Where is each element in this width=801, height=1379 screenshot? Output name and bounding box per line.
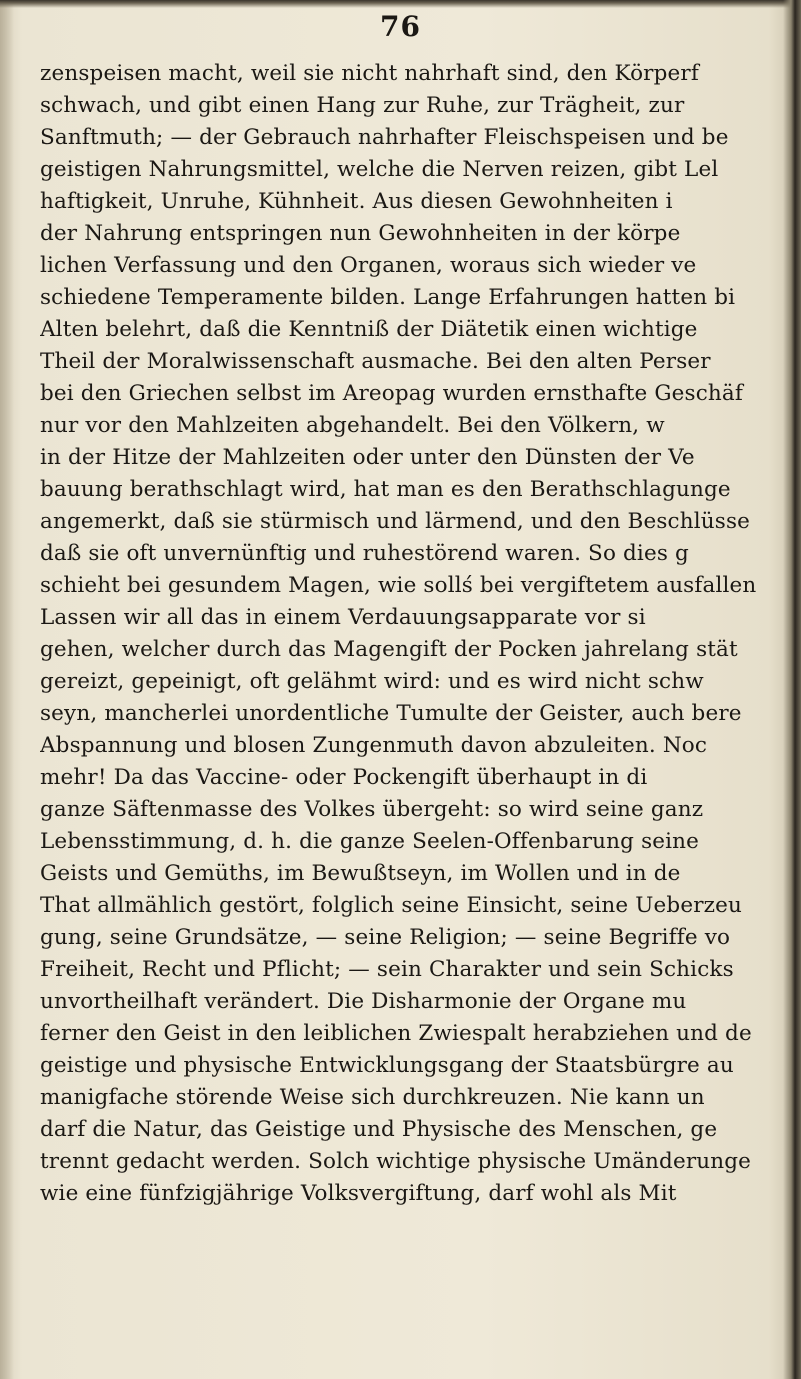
text-line: Abspannung und blosen Zungenmuth davon abzuleiten. Noc	[40, 733, 708, 758]
page-edge	[783, 0, 801, 1379]
text-line: nur vor den Mahlzeiten abgehandelt. Bei den Völkern, w	[40, 413, 665, 438]
text-line: haftigkeit, Unruhe, Kühnheit. Aus diesen Gewohnheiten i	[40, 189, 673, 214]
text-line: unvortheilhaft verändert. Die Disharmonie der Organe mu	[40, 989, 687, 1014]
text-line: schiedene Temperamente bilden. Lange Erfahrungen hatten bi	[40, 285, 736, 310]
text-line: wie eine fünfzigjährige Volksvergiftung, darf wohl als Mit	[40, 1181, 677, 1206]
text-line: geistige und physische Entwicklungsgang der Staatsbürgre au	[40, 1053, 734, 1078]
text-line: mehr! Da das Vaccine- oder Pockengift überhaupt in di	[40, 765, 648, 790]
text-line: lichen Verfassung und den Organen, woraus sich wieder ve	[40, 253, 697, 278]
text-line: Theil der Moralwissenschaft ausmache. Bei den alten Perser	[40, 349, 711, 374]
text-line: daß sie oft unvernünftig und ruhestörend waren. So dies g	[40, 541, 689, 566]
text-line: That allmählich gestört, folglich seine Einsicht, seine Ueberzeu	[40, 893, 742, 918]
text-line: Lebensstimmung, d. h. die ganze Seelen-Offenbarung seine	[40, 829, 700, 854]
text-line: in der Hitze der Mahlzeiten oder unter den Dünsten der Ve	[40, 445, 695, 470]
text-line: Freiheit, Recht und Pflicht; — sein Charakter und sein Schicks	[40, 957, 734, 982]
text-line: angemerkt, daß sie stürmisch und lärmend, und den Beschlüsse	[40, 509, 751, 534]
page-number: 76	[380, 10, 421, 43]
text-line: Lassen wir all das in einem Verdauungsapparate vor si	[40, 605, 646, 630]
text-line: darf die Natur, das Geistige und Physische des Menschen, ge	[40, 1117, 718, 1142]
text-line: bei den Griechen selbst im Areopag wurden ernsthafte Geschäf	[40, 381, 743, 406]
text-line: gehen, welcher durch das Magengift der Pocken jahrelang stät	[40, 637, 738, 662]
text-line: zenspeisen macht, weil sie nicht nahrhaft sind, den Körperf	[40, 61, 699, 86]
text-line: schwach, und gibt einen Hang zur Ruhe, zur Trägheit, zur	[40, 93, 685, 118]
text-line: bauung berathschlagt wird, hat man es den Berathschlagunge	[40, 477, 731, 502]
text-line: manigfache störende Weise sich durchkreuzen. Nie kann un	[40, 1085, 705, 1110]
top-edge	[0, 0, 801, 8]
spine-shadow	[0, 0, 14, 1379]
text-line: Alten belehrt, daß die Kenntniß der Diätetik einen wichtige	[40, 317, 698, 342]
text-line: seyn, mancherlei unordentliche Tumulte der Geister, auch bere	[40, 701, 742, 726]
text-line: Sanftmuth; — der Gebrauch nahrhafter Fleischspeisen und be	[40, 125, 729, 150]
text-line: der Nahrung entspringen nun Gewohnheiten in der körpe	[40, 221, 681, 246]
text-line: gereizt, gepeinigt, oft gelähmt wird: und es wird nicht schw	[40, 669, 704, 694]
text-line: gung, seine Grundsätze, — seine Religion; — seine Begriffe vo	[40, 925, 731, 950]
text-line: trennt gedacht werden. Solch wichtige physische Umänderunge	[40, 1149, 752, 1174]
text-line: Geists und Gemüths, im Bewußtseyn, im Wollen und in de	[40, 861, 681, 886]
text-line: schieht bei gesundem Magen, wie sollś bei vergiftetem ausfallen	[40, 573, 757, 598]
body-text	[40, 58, 780, 1210]
text-line: geistigen Nahrungsmittel, welche die Nerven reizen, gibt Lel	[40, 157, 719, 182]
text-line: ferner den Geist in den leiblichen Zwiespalt herabziehen und de	[40, 1021, 752, 1046]
text-line: ganze Säftenmasse des Volkes übergeht: so wird seine ganz	[40, 797, 704, 822]
